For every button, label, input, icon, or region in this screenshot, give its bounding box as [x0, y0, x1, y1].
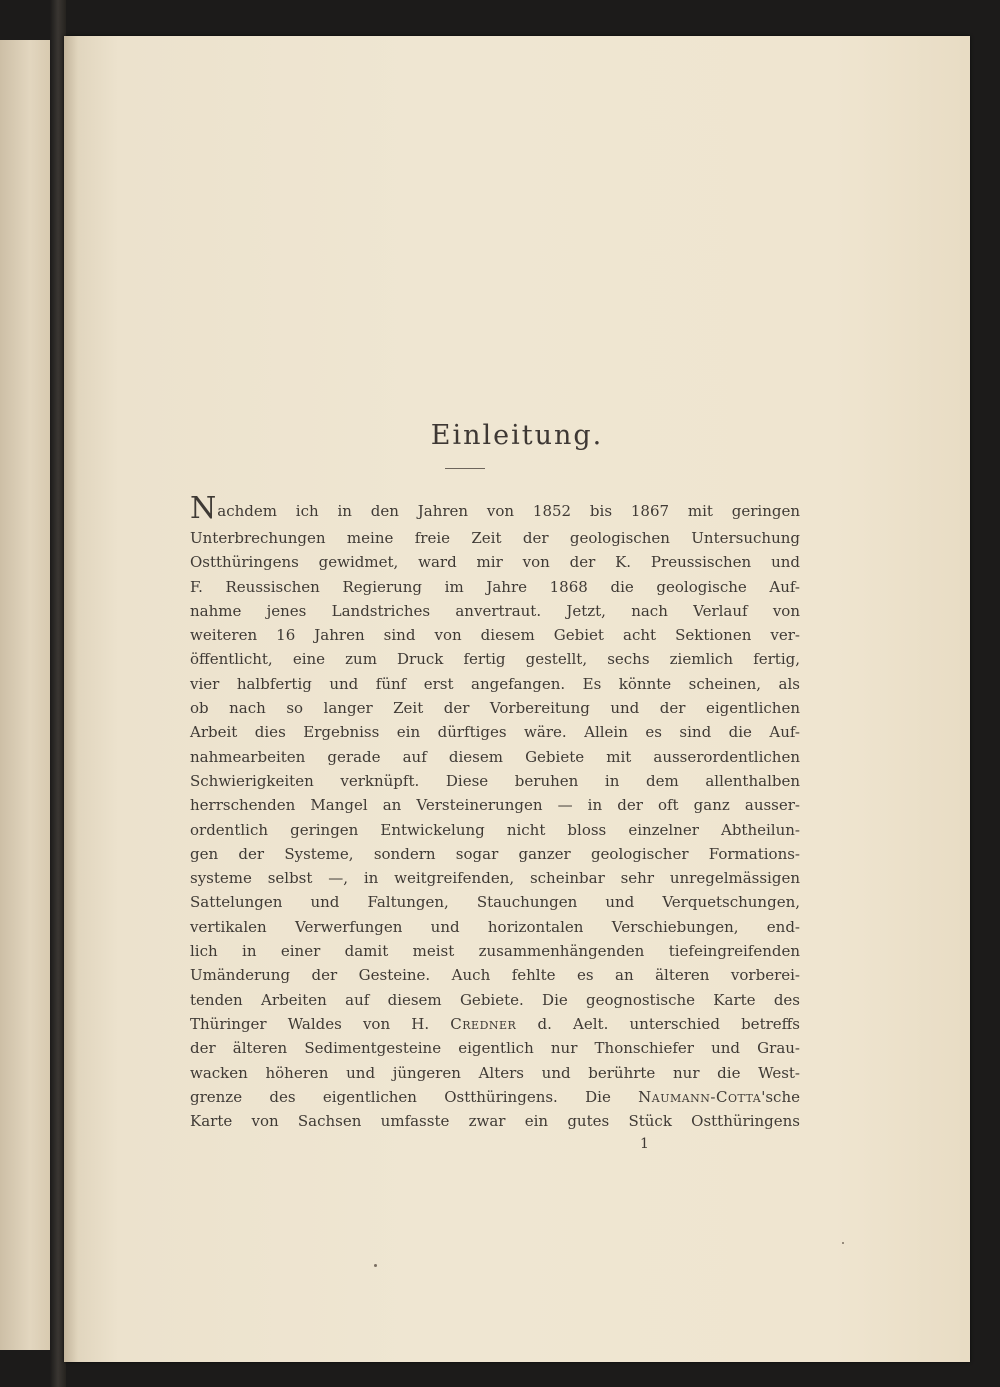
text-line: grenze des eigentlichen Ostthüringens. Die Naumann-Cotta'sche [190, 1087, 800, 1106]
text-line: vier halbfertig und fünf erst angefangen. Es könnte scheinen, als [190, 674, 800, 693]
drop-cap: N [190, 491, 217, 526]
book-page [64, 36, 970, 1362]
page-number: 1 [640, 1136, 649, 1152]
text-line: lich in einer damit meist zusammenhängenden tiefeingreifenden [190, 942, 800, 961]
text-line: F. Reussischen Regierung im Jahre 1868 die geologische Auf- [190, 577, 800, 596]
text-line: Umänderung der Gesteine. Auch fehlte es an älteren vorberei- [190, 966, 800, 985]
author-name-credner: Credner [450, 1014, 517, 1033]
text-line: herrschenden Mangel an Versteinerungen — in der oft ganz ausser- [190, 796, 800, 815]
text-line: ob nach so langer Zeit der Vorbereitung und der eigentlichen [190, 699, 800, 718]
text-line: Ostthüringens gewidmet, ward mir von der K. Preussischen und [190, 553, 800, 572]
text-line: Arbeit dies Ergebniss ein dürftiges wäre. Allein es sind die Auf- [190, 723, 800, 742]
text-line: nahme jenes Landstriches anvertraut. Jetzt, nach Verlauf von [190, 601, 800, 620]
text-line: Nachdem ich in den Jahren von 1852 bis 1867 mit geringen [190, 491, 800, 526]
title-rule [445, 468, 485, 469]
body-paragraph [190, 491, 800, 1133]
text-line: öffentlicht, eine zum Druck fertig gestellt, sechs ziemlich fertig, [190, 650, 800, 669]
text-line: der älteren Sedimentgesteine eigentlich nur Thonschiefer und Grau- [190, 1039, 800, 1058]
text-line: Sattelungen und Faltungen, Stauchungen und Verquetschungen, [190, 893, 800, 912]
text-line: wacken höheren und jüngeren Alters und berührte nur die West- [190, 1063, 800, 1082]
text-line: Karte von Sachsen umfasste zwar ein gutes Stück Ostthüringens [190, 1112, 800, 1131]
text-line: gen der Systeme, sondern sogar ganzer geologischer Formations- [190, 844, 800, 863]
text-line: nahmearbeiten gerade auf diesem Gebiete mit ausserordentlichen [190, 747, 800, 766]
author-name-naumann-cotta: Naumann-Cotta [638, 1087, 762, 1106]
text-line: tenden Arbeiten auf diesem Gebiete. Die geognostische Karte des [190, 990, 800, 1009]
text-line: systeme selbst —, in weitgreifenden, scheinbar sehr unregelmässigen [190, 869, 800, 888]
paper-speck [842, 1242, 844, 1244]
text-line: Schwierigkeiten verknüpft. Diese beruhen in dem allenthalben [190, 771, 800, 790]
text-line: Thüringer Waldes von H. Credner d. Aelt. unterschied betreffs [190, 1014, 800, 1033]
paper-speck [374, 1264, 377, 1267]
previous-page-edge [0, 40, 50, 1350]
text-line: vertikalen Verwerfungen und horizontalen Verschiebungen, end- [190, 917, 800, 936]
text-line: weiteren 16 Jahren sind von diesem Gebiet acht Sektionen ver- [190, 626, 800, 645]
chapter-title: Einleitung. [430, 420, 604, 451]
text-line: Unterbrechungen meine freie Zeit der geologischen Untersuchung [190, 529, 800, 547]
text-line: ordentlich geringen Entwickelung nicht bloss einzelner Abtheilun- [190, 820, 800, 839]
